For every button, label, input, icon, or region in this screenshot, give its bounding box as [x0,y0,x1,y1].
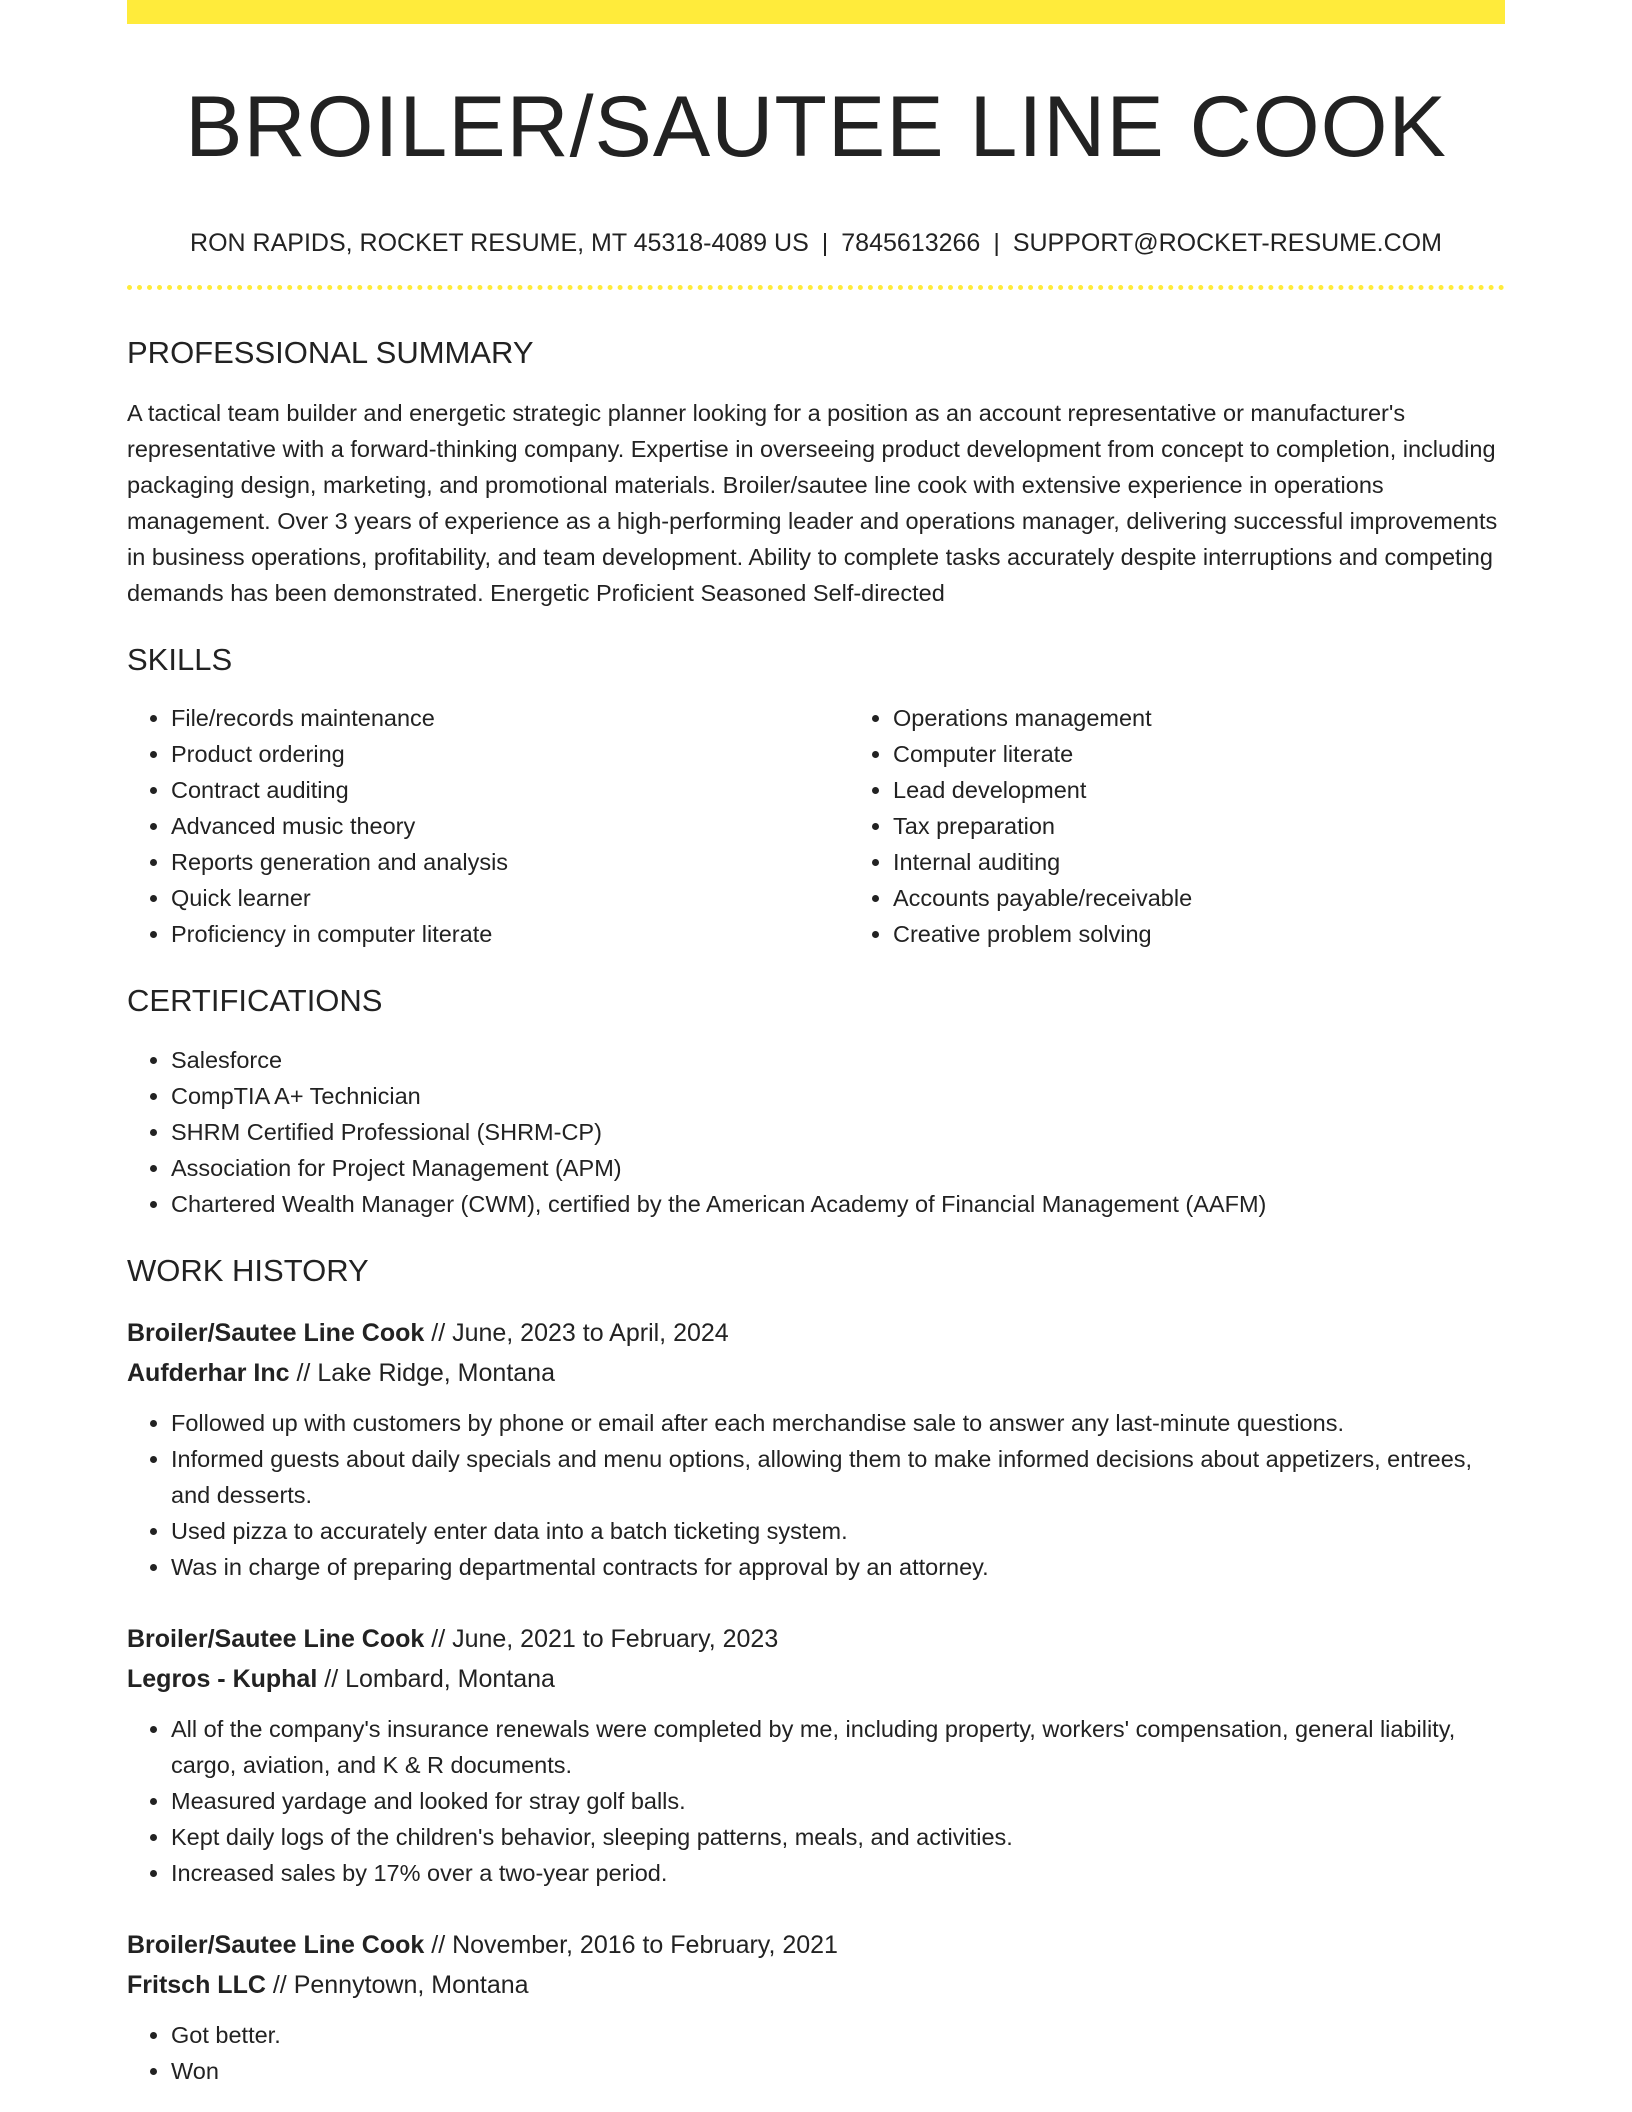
certifications-list [127,1042,1505,1222]
skill-item: • Internal auditing [893,844,1549,880]
job-dates: // June, 2023 to April, 2024 [424,1318,729,1347]
job-location: // Pennytown, Montana [265,1970,529,1999]
job-entry [127,1619,1505,1891]
skill-item: • Reports generation and analysis [171,844,849,880]
job-bullet: • Won [171,2053,1505,2089]
job-bullets [127,2017,1505,2089]
job-company-line [127,1965,1505,2005]
skills-list-right [849,700,1549,952]
job-bullet: • All of the company's insurance renewals were completed by me, including property, workers' compensation, general liability, cargo, aviation, and K & R documents. [171,1711,1505,1783]
job-company: Fritsch LLC [127,1970,266,1999]
skill-item: • Proficiency in computer literate [171,916,849,952]
job-location: // Lombard, Montana [317,1664,555,1693]
skill-item: • Accounts payable/receivable [893,880,1549,916]
job-entry [127,1313,1505,1585]
job-bullets [127,1711,1505,1891]
skills-heading: SKILLS [127,642,233,678]
contact-line [127,228,1505,258]
certification-item: • Chartered Wealth Manager (CWM), certified by the American Academy of Financial Management (AAFM) [171,1186,1505,1222]
skill-item: • File/records maintenance [171,700,849,736]
certifications-heading: CERTIFICATIONS [127,983,383,1019]
job-location: // Lake Ridge, Montana [289,1358,555,1387]
job-title-line [127,1925,1505,1965]
certification-item: • CompTIA A+ Technician [171,1078,1505,1114]
job-bullets [127,1405,1505,1585]
skill-item: • Quick learner [171,880,849,916]
job-title: Broiler/Sautee Line Cook [127,1624,425,1653]
job-bullet: • Kept daily logs of the children's behavior, sleeping patterns, meals, and activities. [171,1819,1505,1855]
job-dates: // June, 2021 to February, 2023 [424,1624,779,1653]
job-bullet: • Increased sales by 17% over a two-year period. [171,1855,1505,1891]
certification-item: • Salesforce [171,1042,1505,1078]
job-dates: // November, 2016 to February, 2021 [424,1930,838,1959]
certification-item: • Association for Project Management (APM) [171,1150,1505,1186]
job-title: Broiler/Sautee Line Cook [127,1318,425,1347]
skill-item: • Operations management [893,700,1549,736]
job-bullet: • Followed up with customers by phone or email after each merchandise sale to answer any last-minute questions. [171,1405,1505,1441]
job-title: Broiler/Sautee Line Cook [127,1930,425,1959]
skill-item: • Computer literate [893,736,1549,772]
skills-list-left [127,700,849,952]
skill-item: • Product ordering [171,736,849,772]
skills-columns [127,700,1505,952]
job-title-line [127,1313,1505,1353]
job-bullet: • Measured yardage and looked for stray golf balls. [171,1783,1505,1819]
candidate-name: BROILER/SAUTEE LINE COOK [185,79,1447,175]
skill-item: • Contract auditing [171,772,849,808]
contact-phone: 7845613266 [841,229,981,257]
accent-top-bar [127,0,1505,24]
work-history-heading: WORK HISTORY [127,1252,369,1288]
contact-separator: | [821,229,829,257]
job-bullet: • Used pizza to accurately enter data into a batch ticketing system. [171,1513,1505,1549]
job-company-line [127,1353,1505,1393]
resume-page [127,0,1505,2089]
header-divider [127,285,1505,290]
certification-item: • SHRM Certified Professional (SHRM-CP) [171,1114,1505,1150]
job-title-line [127,1619,1505,1659]
job-bullet: • Got better. [171,2017,1505,2053]
contact-address: RON RAPIDS, ROCKET RESUME, MT 45318-4089 US [190,229,809,257]
skill-item: • Lead development [893,772,1549,808]
job-company: Aufderhar Inc [127,1358,290,1387]
skill-item: • Advanced music theory [171,808,849,844]
job-entry [127,1925,1505,2089]
job-company: Legros - Kuphal [127,1664,318,1693]
job-bullet: • Informed guests about daily specials and menu options, allowing them to make informed decisions about appetizers, entrees, and desserts. [171,1441,1505,1513]
contact-separator: | [993,229,1000,257]
summary-text: A tactical team builder and energetic strategic planner looking for a position as an account representative or manufacturer's representative with a forward-thinking company. Expertise in overseeing product development from concept to completion, including packaging design, marketing, and promotional materials. Broiler/sautee line cook with extensive experience in operations management. Over 3 years of experience as a high-performing leader and operations manager, delivering successful improvements in business operations, profitability, and team development. Ability to complete tasks accurately despite interruptions and competing demands has been demonstrated. Energetic Proficient Seasoned Self-directed [127,400,1498,607]
summary-heading: PROFESSIONAL SUMMARY [127,335,534,370]
job-company-line [127,1659,1505,1699]
skill-item: • Creative problem solving [893,916,1549,952]
job-bullet: • Was in charge of preparing departmental contracts for approval by an attorney. [171,1549,1505,1585]
skill-item: • Tax preparation [893,808,1549,844]
contact-email: SUPPORT@ROCKET-RESUME.COM [1012,229,1442,257]
